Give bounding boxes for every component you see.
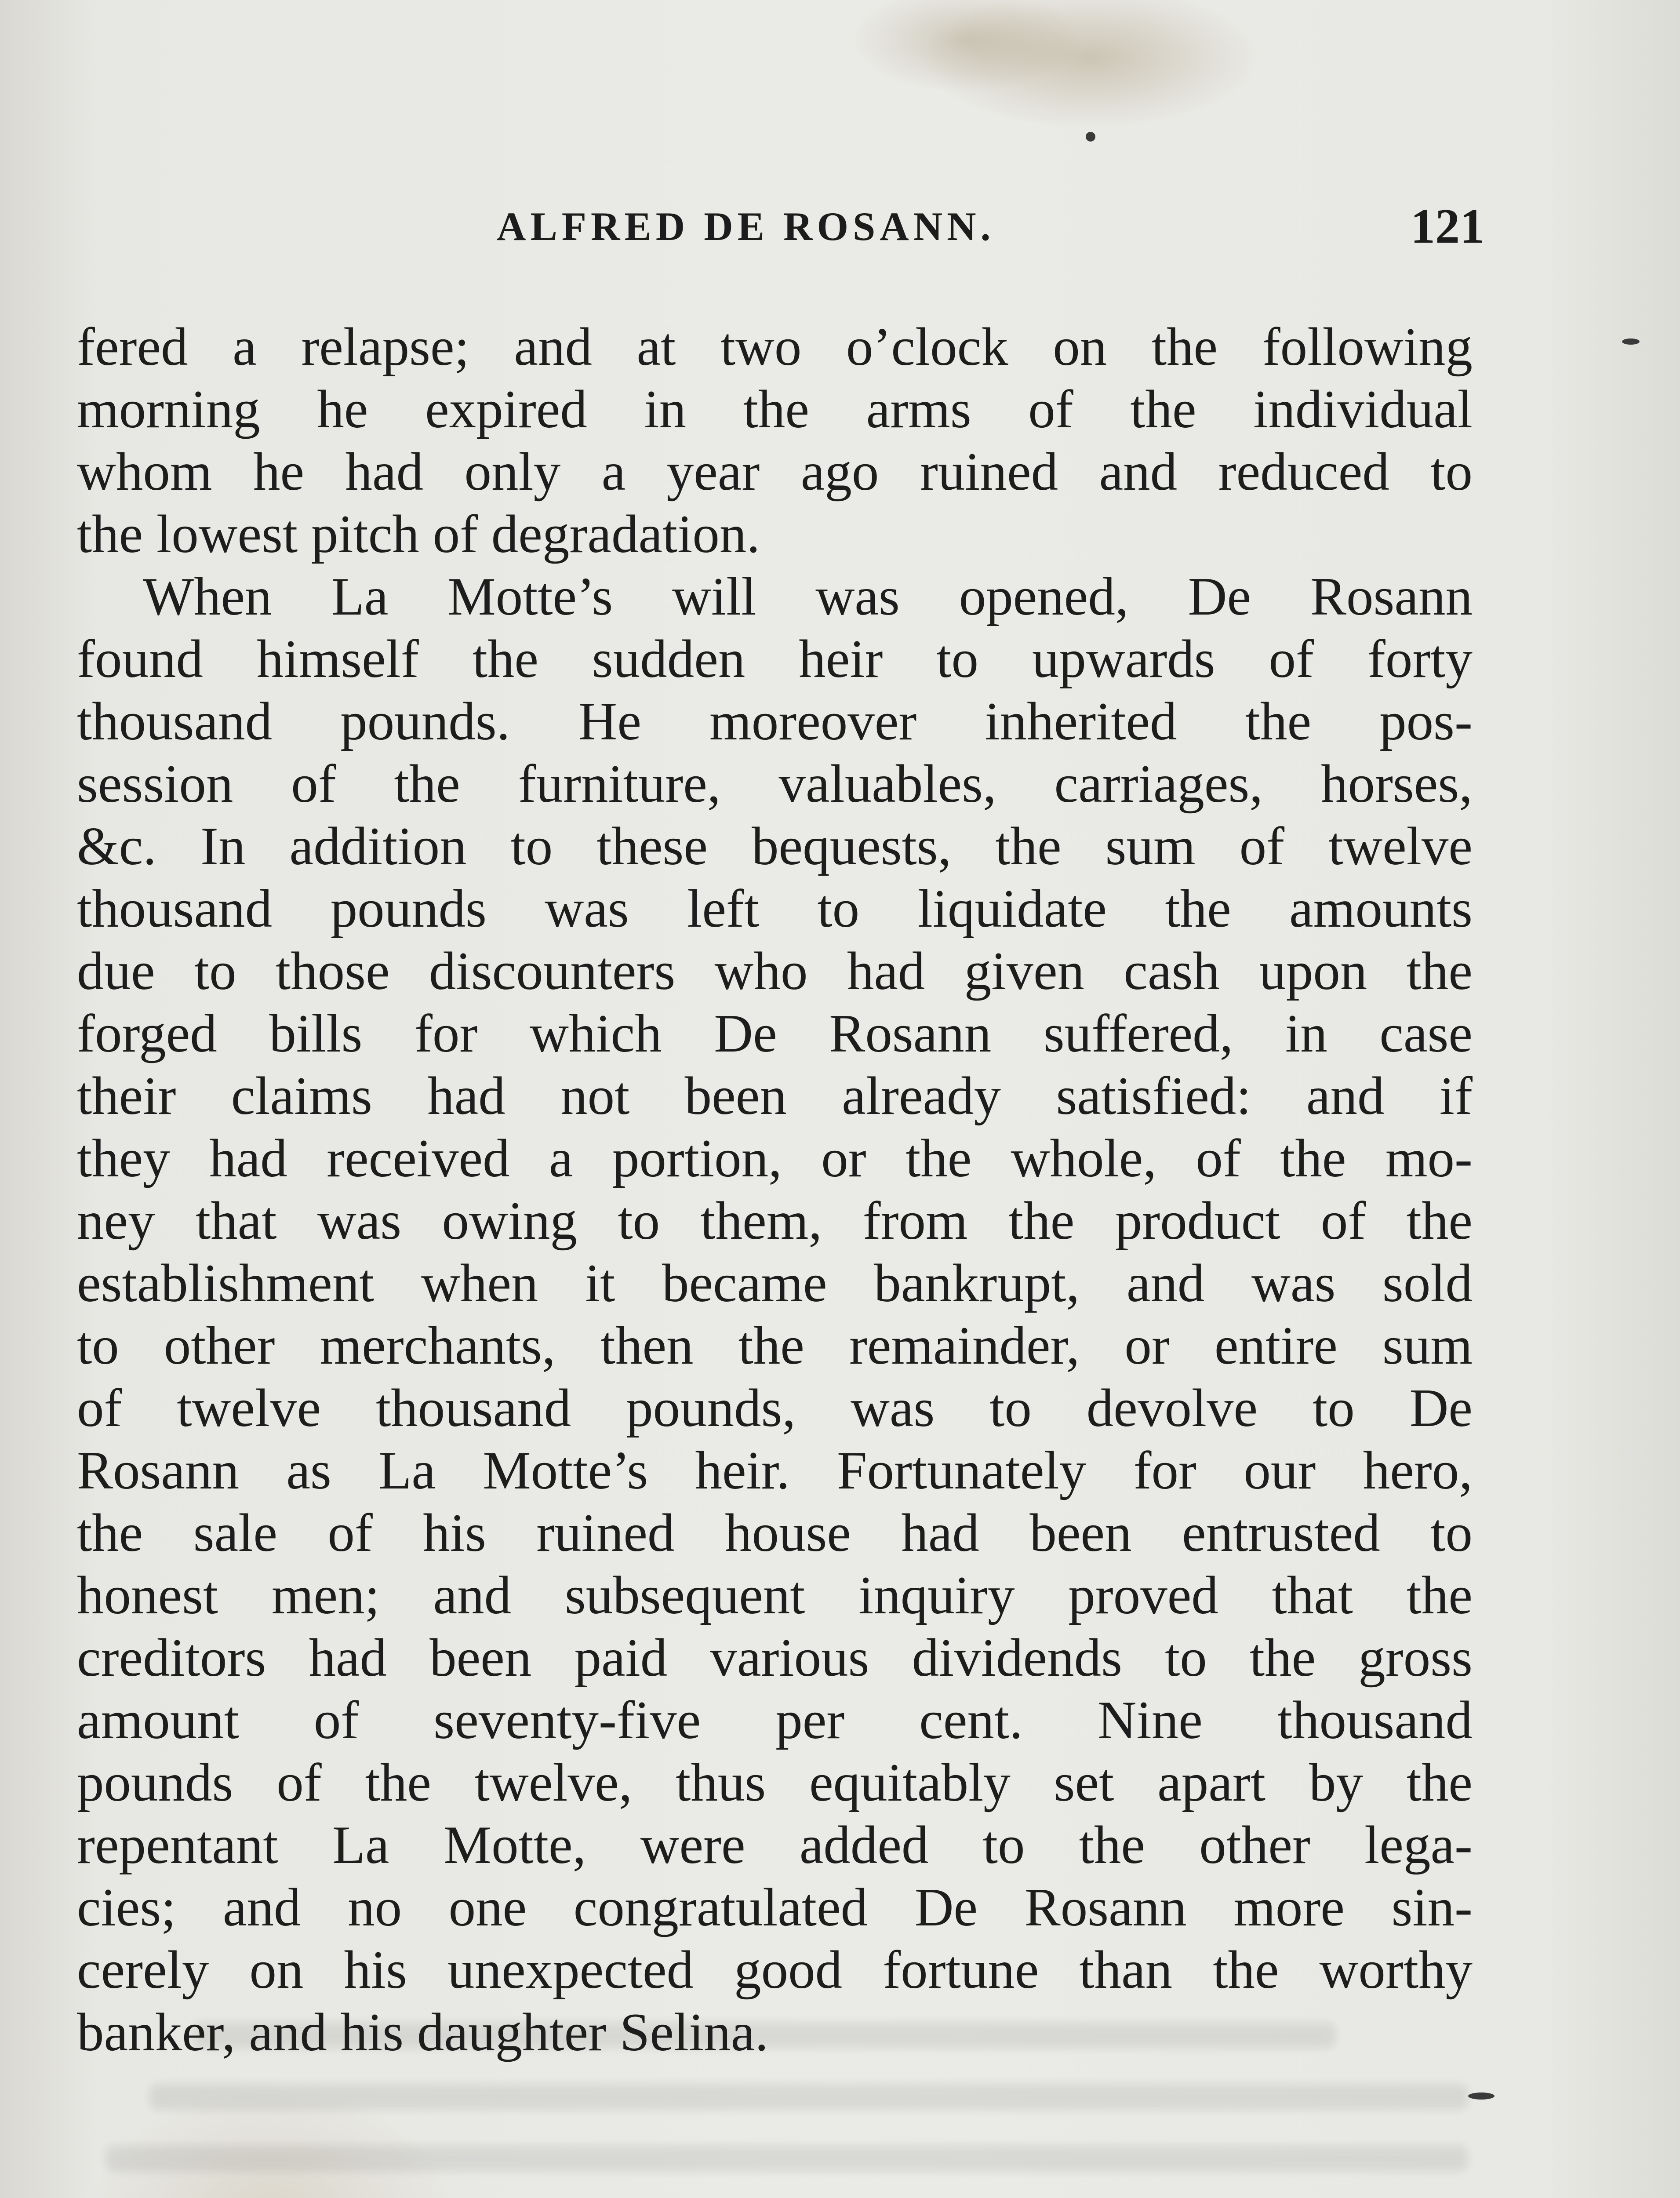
text-line: creditors had been paid various dividends to the gross	[77, 1627, 1473, 1688]
text-line: to other merchants, then the remainder, or entire sum	[77, 1315, 1473, 1376]
text-line: their claims had not been already satisfied: and if	[77, 1066, 1473, 1126]
text-line: of twelve thousand pounds, was to devolve to De	[77, 1378, 1473, 1438]
text-line: session of the furniture, valuables, carriages, horses,	[77, 753, 1473, 814]
text-line: forged bills for which De Rosann suffered, in case	[77, 1003, 1473, 1063]
ink-speck	[1622, 338, 1640, 345]
text-line: cerely on his unexpected good fortune than the worthy	[77, 1940, 1473, 2000]
text-line: the sale of his ruined house had been entrusted to	[77, 1503, 1473, 1563]
text-line: banker, and his daughter Selina.	[77, 2002, 769, 2062]
text-line: pounds of the twelve, thus equitably set apart by the	[77, 1752, 1473, 1812]
running-head	[0, 193, 1680, 259]
text-line: thousand pounds. He moreover inherited the pos-	[77, 691, 1473, 751]
text-line: cies; and no one congratulated De Rosann more sin-	[77, 1877, 1473, 1937]
text-line: amount of seventy-five per cent. Nine thousand	[77, 1690, 1473, 1750]
text-line: due to those discounters who had given cash upon the	[77, 941, 1473, 1001]
ink-speck	[1468, 2092, 1495, 2100]
text-line: Rosann as La Motte’s heir. Fortunately for our hero,	[77, 1440, 1473, 1500]
text-line: When La Motte’s will was opened, De Rosann	[143, 566, 1473, 626]
text-line: morning he expired in the arms of the individual	[77, 379, 1473, 439]
text-line: establishment when it became bankrupt, and was sold	[77, 1253, 1473, 1313]
running-title: ALFRED DE ROSANN.	[497, 204, 995, 249]
text-line: ney that was owing to them, from the product of the	[77, 1190, 1473, 1251]
text-line: honest men; and subsequent inquiry proved that the	[77, 1565, 1473, 1625]
ink-speck	[1086, 132, 1095, 142]
text-line: thousand pounds was left to liquidate the amounts	[77, 878, 1473, 939]
text-line: found himself the sudden heir to upwards of forty	[77, 629, 1473, 689]
text-line: the lowest pitch of degradation.	[77, 504, 760, 564]
text-line: repentant La Motte, were added to the other lega-	[77, 1815, 1473, 1875]
text-line: whom he had only a year ago ruined and reduced to	[77, 441, 1473, 502]
body-text	[77, 316, 1473, 2063]
text-line: they had received a portion, or the whole, of the mo-	[77, 1128, 1473, 1188]
page-number: 121	[1411, 199, 1484, 254]
text-line: fered a relapse; and at two o’clock on the following	[77, 317, 1473, 377]
text-line: &c. In addition to these bequests, the sum of twelve	[77, 816, 1473, 876]
